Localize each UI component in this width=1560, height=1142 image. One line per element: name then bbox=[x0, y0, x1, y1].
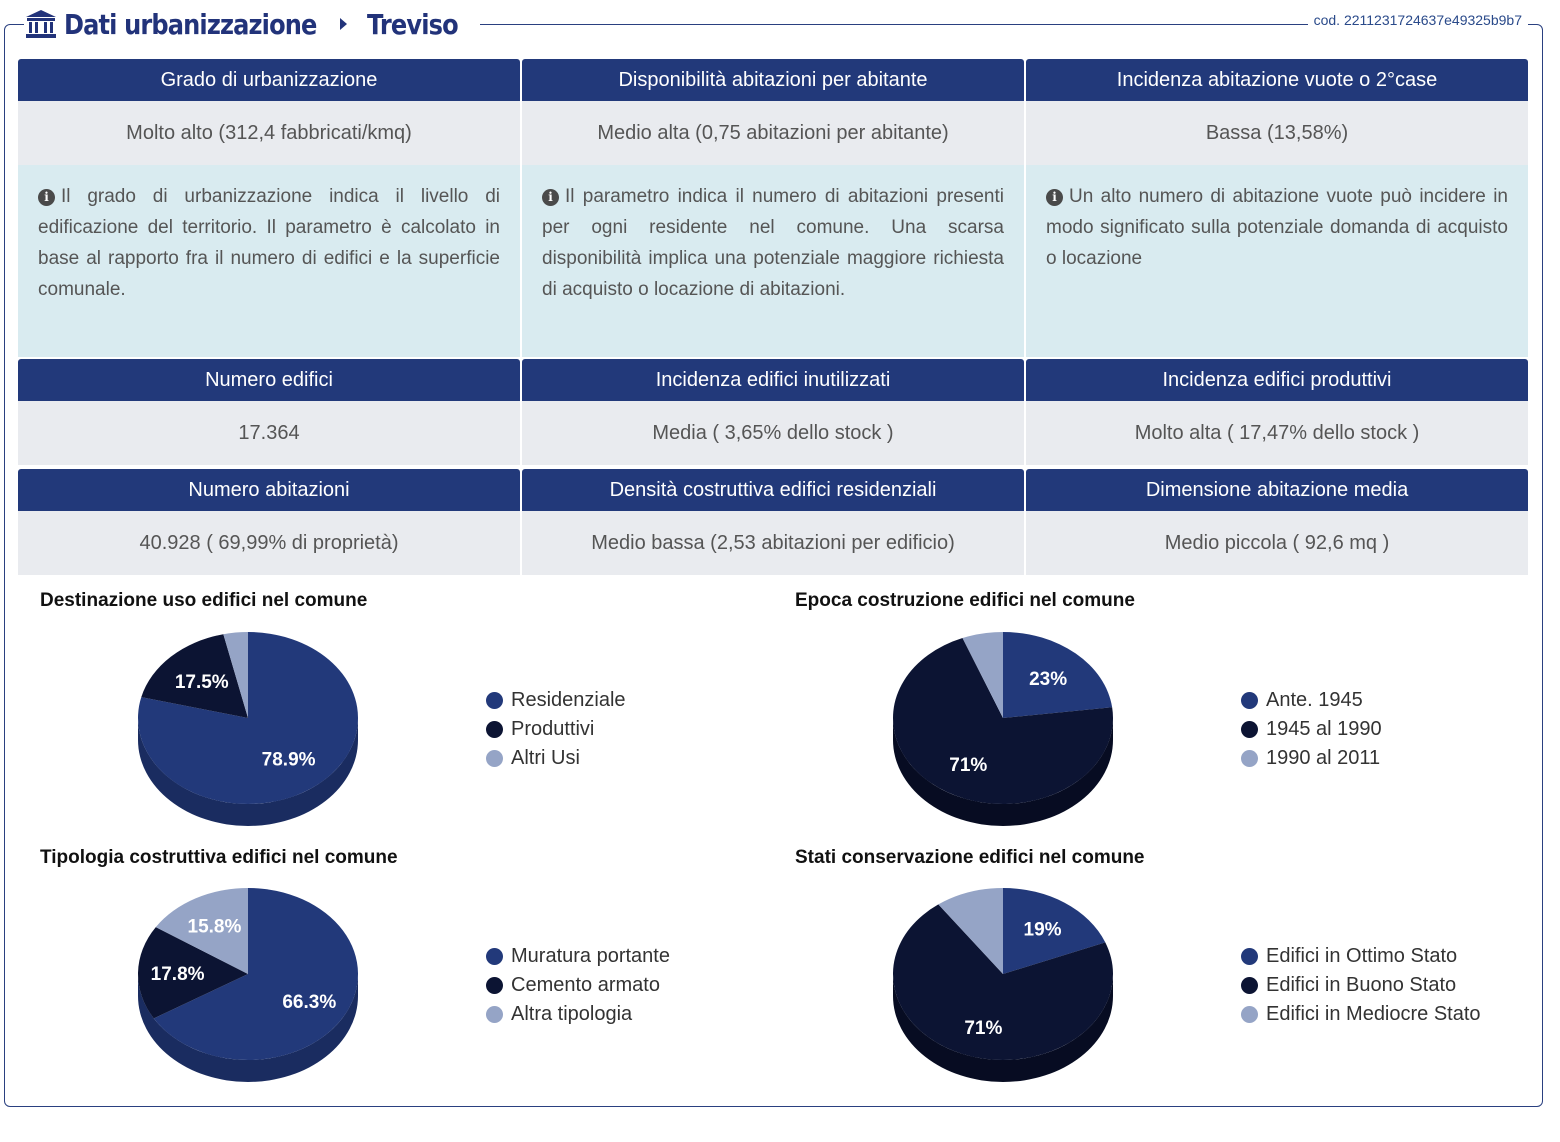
legend-label: Edifici in Ottimo Stato bbox=[1266, 945, 1458, 967]
table-header: Incidenza abitazione vuote o 2°case bbox=[1026, 59, 1528, 101]
legend-dot-icon bbox=[1241, 1006, 1258, 1023]
bank-icon bbox=[24, 7, 58, 41]
pie-chart-destinazione bbox=[130, 622, 370, 822]
legend-label: Edifici in Mediocre Stato bbox=[1266, 1003, 1481, 1025]
legend-dot-icon bbox=[486, 721, 503, 738]
legend-destinazione bbox=[486, 686, 626, 773]
card-numero-abitazioni bbox=[18, 469, 520, 575]
legend-dot-icon bbox=[1241, 750, 1258, 767]
info-icon: i bbox=[38, 189, 55, 206]
legend-item[interactable] bbox=[486, 715, 626, 744]
pie-chart-tipologia bbox=[130, 878, 370, 1098]
legend-item[interactable] bbox=[1241, 971, 1481, 1000]
pie-chart-stati bbox=[885, 878, 1125, 1098]
chart-title-stati: Stati conservazione edifici nel comune bbox=[795, 847, 1145, 868]
pie-data-label: 15.8% bbox=[187, 916, 242, 938]
pie-data-label: 19% bbox=[1023, 919, 1062, 941]
breadcrumb-arrow-icon bbox=[340, 18, 347, 30]
card-incidenza-vuote bbox=[1026, 59, 1528, 357]
breadcrumb-city[interactable]: Treviso bbox=[366, 7, 458, 41]
section-header bbox=[24, 4, 480, 44]
legend-dot-icon bbox=[486, 1006, 503, 1023]
urbanization-table-row2 bbox=[18, 359, 1528, 465]
legend-item[interactable] bbox=[1241, 1000, 1481, 1029]
info-text: Un alto numero di abitazione vuote può incidere in modo significato sulla potenziale domanda di acquisto o locazione bbox=[1046, 186, 1508, 269]
table-header: Dimensione abitazione media bbox=[1026, 469, 1528, 511]
legend-label: Altra tipologia bbox=[511, 1003, 633, 1025]
card-edifici-produttivi bbox=[1026, 359, 1528, 465]
pie-data-label: 17.8% bbox=[150, 964, 205, 986]
urbanization-table-row3 bbox=[18, 469, 1528, 575]
table-value: Molto alta ( 17,47% dello stock ) bbox=[1026, 401, 1528, 465]
legend-item[interactable] bbox=[486, 744, 626, 773]
table-value: 40.928 ( 69,99% di proprietà) bbox=[18, 511, 520, 575]
table-value: Medio bassa (2,53 abitazioni per edificio) bbox=[522, 511, 1024, 575]
card-edifici-inutilizzati bbox=[522, 359, 1024, 465]
legend-item[interactable] bbox=[1241, 942, 1481, 971]
legend-epoca bbox=[1241, 686, 1382, 773]
legend-stati bbox=[1241, 942, 1481, 1029]
pie-data-label: 71% bbox=[949, 754, 988, 776]
info-text: Il grado di urbanizzazione indica il livello di edificazione del territorio. Il parametro è calcolato in base al rapporto fra il numero di edifici e la superficie comunale. bbox=[38, 186, 500, 300]
legend-label: Ante. 1945 bbox=[1266, 689, 1363, 711]
table-value: Medio piccola ( 92,6 mq ) bbox=[1026, 511, 1528, 575]
legend-item[interactable] bbox=[1241, 744, 1382, 773]
table-header: Disponibilità abitazioni per abitante bbox=[522, 59, 1024, 101]
info-box bbox=[1026, 165, 1528, 357]
legend-tipologia bbox=[486, 942, 670, 1029]
info-box bbox=[522, 165, 1024, 357]
card-densita-costruttiva bbox=[522, 469, 1024, 575]
legend-label: Muratura portante bbox=[511, 945, 670, 967]
legend-dot-icon bbox=[486, 948, 503, 965]
legend-dot-icon bbox=[1241, 721, 1258, 738]
legend-item[interactable] bbox=[1241, 715, 1382, 744]
record-code: cod. 2211231724637e49325b9b7 bbox=[1308, 12, 1528, 28]
urbanization-table-row1 bbox=[18, 59, 1528, 357]
legend-label: Residenziale bbox=[511, 689, 626, 711]
legend-dot-icon bbox=[1241, 948, 1258, 965]
card-grado-urbanizzazione bbox=[18, 59, 520, 357]
legend-label: Cemento armato bbox=[511, 974, 660, 996]
legend-item[interactable] bbox=[486, 971, 670, 1000]
pie-data-label: 23% bbox=[1029, 669, 1068, 691]
pie-chart-epoca bbox=[885, 622, 1125, 842]
legend-item[interactable] bbox=[486, 686, 626, 715]
pie-data-label: 78.9% bbox=[261, 749, 316, 771]
table-value: Medio alta (0,75 abitazioni per abitante) bbox=[522, 101, 1024, 165]
table-header: Grado di urbanizzazione bbox=[18, 59, 520, 101]
legend-item[interactable] bbox=[1241, 686, 1382, 715]
chart-title-epoca: Epoca costruzione edifici nel comune bbox=[795, 590, 1135, 611]
table-value: Molto alto (312,4 fabbricati/kmq) bbox=[18, 101, 520, 165]
legend-label: Produttivi bbox=[511, 718, 595, 740]
info-icon: i bbox=[542, 189, 559, 206]
legend-label: Edifici in Buono Stato bbox=[1266, 974, 1457, 996]
legend-dot-icon bbox=[486, 692, 503, 709]
legend-dot-icon bbox=[486, 977, 503, 994]
table-header: Numero abitazioni bbox=[18, 469, 520, 511]
legend-dot-icon bbox=[1241, 977, 1258, 994]
pie-data-label: 17.5% bbox=[174, 672, 229, 694]
info-text: Il parametro indica il numero di abitazioni presenti per ogni residente nel comune. Una scarsa disponibilità implica una potenziale maggiore richiesta di acquisto o locazione di abitazioni. bbox=[542, 186, 1004, 300]
table-value: Bassa (13,58%) bbox=[1026, 101, 1528, 165]
table-header: Numero edifici bbox=[18, 359, 520, 401]
card-numero-edifici bbox=[18, 359, 520, 465]
legend-label: 1945 al 1990 bbox=[1266, 718, 1382, 740]
chart-title-tipologia: Tipologia costruttiva edifici nel comune bbox=[40, 847, 398, 868]
legend-dot-icon bbox=[1241, 692, 1258, 709]
table-header: Incidenza edifici produttivi bbox=[1026, 359, 1528, 401]
pie-data-label: 71% bbox=[964, 1017, 1003, 1039]
legend-item[interactable] bbox=[486, 942, 670, 971]
table-value: Media ( 3,65% dello stock ) bbox=[522, 401, 1024, 465]
card-dimensione-abitazione bbox=[1026, 469, 1528, 575]
card-disponibilita-abitazioni bbox=[522, 59, 1024, 357]
legend-label: Altri Usi bbox=[511, 747, 580, 769]
chart-title-destinazione: Destinazione uso edifici nel comune bbox=[40, 590, 368, 611]
legend-dot-icon bbox=[486, 750, 503, 767]
table-value: 17.364 bbox=[18, 401, 520, 465]
info-icon: i bbox=[1046, 189, 1063, 206]
info-box bbox=[18, 165, 520, 357]
legend-label: 1990 al 2011 bbox=[1266, 747, 1381, 769]
breadcrumb-section[interactable]: Dati urbanizzazione bbox=[64, 7, 317, 41]
legend-item[interactable] bbox=[486, 1000, 670, 1029]
table-header: Incidenza edifici inutilizzati bbox=[522, 359, 1024, 401]
pie-data-label: 66.3% bbox=[282, 992, 337, 1014]
table-header: Densità costruttiva edifici residenziali bbox=[522, 469, 1024, 511]
